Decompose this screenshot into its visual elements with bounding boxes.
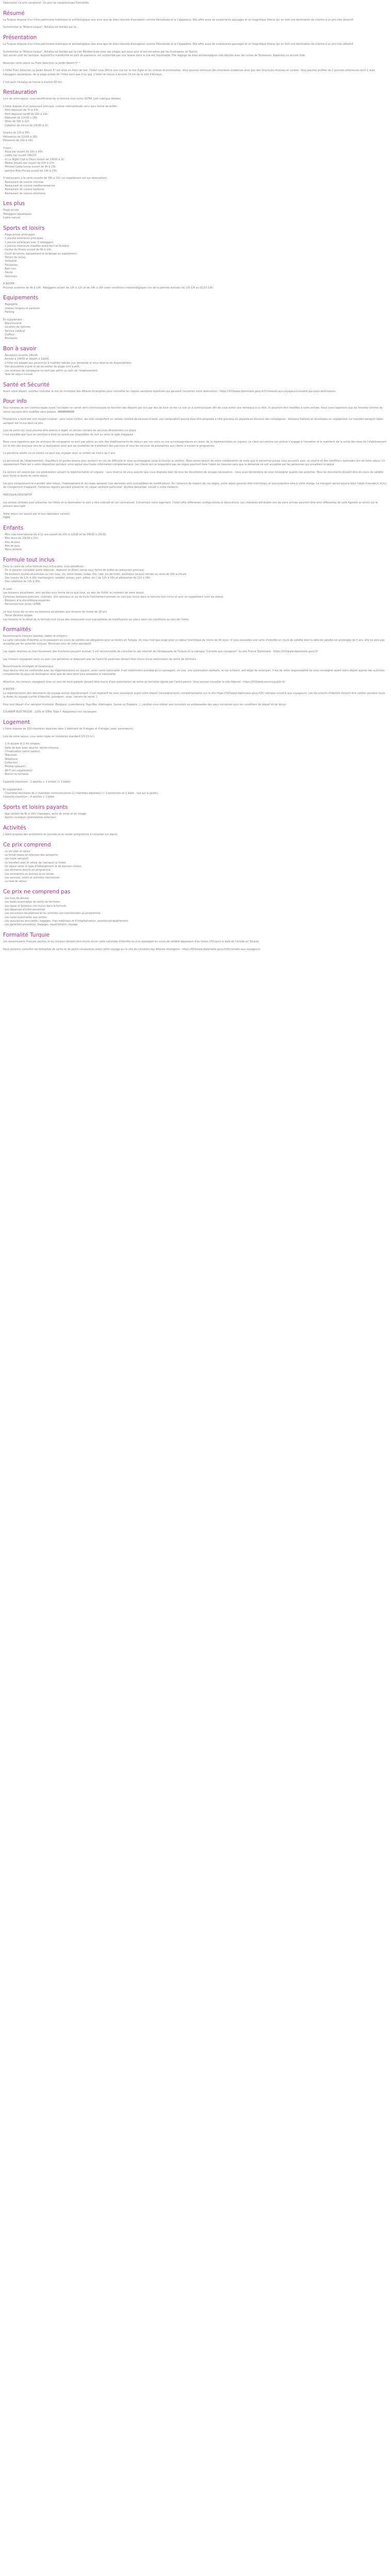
document-section: [3, 710, 388, 714]
document-section: [3, 524, 388, 552]
section-paragraph: - Spa (ouvert de 8h à 19h) massages, soins du corps et du visage. - Sports nautiques (prestataires externes).: [3, 812, 87, 820]
section-paragraph: C'est parti l'Antalya se trouve à environ 60 km.: [3, 80, 63, 84]
section-heading: Ce prix comprend: [3, 841, 51, 848]
section-paragraph: L'Hôtel Fram Sélection Le Jardin Resort 5* est situé en front de mer. l'hôtel vous offrira une vue sur la mer Egée et les collines environnantes. Vous pourrez retrouver des chambres modernes ainsi que des structures diverses et variées. Vous pourrez profiter de 2 piscines extérieures dont 1 avec toboggans aquatiques, de la plage privée de l'hôtel ainsi que d'un spa. L'hôtel se trouve à environ 15 km de la ville d'Antalya.: [3, 69, 376, 76]
redaction-bar: [58, 411, 74, 413]
document-section: [3, 397, 388, 426]
section-paragraph: La Turquie dispose d'un riche patrimoine historique et archéologique rare ainsi que de sites naturels d'exception comme Pamukkale et la Cappadoce. Elle offre aussi de surprenants paysages et un magnifique littoral qui en font une destination de charme à un prix très attractif.: [3, 43, 354, 46]
section-heading: Résumé: [3, 10, 25, 16]
section-heading: Equipements: [3, 295, 39, 301]
document-section: [3, 494, 388, 520]
document-section: [3, 931, 388, 952]
document-section: [3, 429, 388, 490]
section-heading: Ce prix ne comprend pas: [3, 889, 71, 895]
section-heading: Formalité Turquie: [3, 932, 50, 939]
document-section: [3, 345, 388, 377]
section-paragraph: Pour tout départ d'un aéroport frontalier (Belgique, Luxembourg, Pays-Bas, Allemagne, Suisse ou Espagne...), veuillez vous référer aux consulats ou ambassades des pays concernés pour les conditions de départ et de retour.: [3, 703, 287, 706]
section-paragraph: Prestations à bord des vols moyen-courrier : pour votre confort, les vols comportent un certain nombre de services à bord, une restauration pourra vous être proposée à titre gracieux ou payante en fonction des compagnies ; boissons fraîches et alcoolisées en supplément. Le transfert aéroport-hôtel-aéroport est inclus dans ce prix.: [3, 418, 384, 425]
document-section: [3, 381, 388, 394]
document-section: [3, 625, 388, 707]
section-paragraph: L'hôtel dispose d'un restaurant principal, cuisine internationale servi sous forme de buffet : - Petit déjeuner de 7h à 10h. - Petit déjeuner tardif de 10h à 11h. - Déjeuner de 12h30 à 14h. - Dîner de 19h à 21h. - Collation de minuit de 23h30 à 1h.: [3, 105, 119, 127]
section-paragraph: Lors de votre séjour, vous serez logés en chambres standard (20-23 m²).: [3, 735, 95, 738]
section-heading: Bon à savoir: [3, 346, 37, 352]
section-paragraph: - 1 lit double et 2 lits simples. - Salle de bain avec douche, sèche-cheveux. - Climatisation (selon saison). - Télévision - Téléphone - Coffre-fort - Minibar (payant) - Wi-Fi (en supplément) - Balcon ou terrasse.: [3, 742, 60, 776]
document-section: [3, 841, 388, 884]
document-section: [3, 9, 388, 30]
section-paragraph: Nous vous rappelons que les animaux de compagnie ne sont pas admis au sein des établissements de séjours par nos soins ou nos accompagnateurs en raison de la réglementation en vigueur. Le client qui amène son animal s'engage à l'encadrer et le maintenir de la sortie des aires de l'établissement sur le site des animaux lors de la réservation ainsi que les modalités de traitement des parcours et tous les services de prestations aux clients à travers le programme.: [3, 440, 387, 448]
section-heading: Restauration: [3, 89, 38, 96]
section-paragraph: - Réception ouverte 24h/24. - Arrivée à 14h00 et départ à 12h00. - L'hôtel est adapté aux personnes à mobilité réduite (sur demande et sous réserve de disponibilités). - Des poussettes à prêt et de serviettes de plage sont à prêt. - Les animaux de compagnie ne sont pas admis au sein de l'établissement. - Taxe de séjour incluse.: [3, 354, 132, 376]
section-paragraph: - Plage privée aménagée. - 1 piscine extérieure principale. - 1 piscine extérieure avec 3 toboggans. - 1 piscine intérieure chauffée entre Avril et Octobre. - Centre de fitness ouvert de 8h à 19h. - Court de tennis, équipement et éclairage en supplément. - Terrain de volley. - Volleyball - Fléchettes - Bain turc - Sauna - Hammam: [3, 233, 77, 278]
section-heading: Formalités: [3, 626, 31, 633]
section-heading: Pour info: [3, 398, 27, 405]
section-paragraph: En supplément : - Chambres familiales de 2 chambres communicantes (2 chambres séparées) (+ 3 personnes et 1 bébé ; vue sur le jardin). Capacité maximum : 4 adultes + 1 bébé.: [3, 788, 159, 799]
section-paragraph: La personne adulte ou un parent ne peut pas voyager avec un enfant de moins de 3 ans.: [3, 452, 116, 455]
section-paragraph: Avant votre départ, veuillez consulter le site du ministère des Affaires étrangères pour connaître les risques sanitaires éventuels qui peuvent concerner votre destination : https://XXXwww.diplomatie.gouv.fr/fr/conseils-aux-voyageurs/conseils-par-pays-destination/: [3, 389, 336, 393]
section-heading: Sports et loisirs payants: [3, 804, 68, 810]
document-section: [3, 294, 388, 341]
section-paragraph: Tous horaires de soir communiqués avant l'accepter ce carnet sont communiqués en fonction des départs par (ici) par lieu de loisir et non ce soit un à communiquer afin de vous éviter une remarque à ce titre, ils pourront être modifiés à votre arrivée. Nous vous rappelons que les horaires comme de retour peuvent être modifiés sans préavis.: [3, 406, 383, 414]
section-paragraph: Attention, les mineurs voyageant avec un seul de leurs parents doivent être munis d'une autorisation de sortie du territoire signée par l'autre parent. Vous pouvez consulter le site internet : https://XXXwww.service-public.fr/: [3, 680, 285, 684]
section-paragraph: Les ressortissants français adultes et les mineurs doivent être munis d'une carte nationale d'identité ou d'un passeport en cours de validité dépassant d'au moins 150 jours la date de l'entrée en Turquie.: [3, 940, 260, 944]
section-heading: Sports et loisirs: [3, 225, 45, 231]
section-paragraph: L'hôtel propose des animations en journée et en soirée (programme à consulter sur place).: [3, 833, 119, 836]
section-heading: Enfants: [3, 524, 24, 531]
section-paragraph: L'hôtel dispose de 320 chambres réparties dans 1 bâtiment de 6 étages et 4 étages (avec ascenseurs).: [3, 727, 134, 731]
section-paragraph: A NOTER : Piscines ouvertes de 9h à 19h. Toboggans ouvert de 10h à 12h et de 14h à 16h selon conditions météorologiques lors de la période estivale (du 1/5-1/6 au 31/10-1/6).: [3, 282, 214, 290]
section-paragraph: A NOTER : La réglementation des documents de voyage évolue régulièrement. Il est impératif de vous renseigner avant votre départ (renseignements complémentaires sur le site https://XXXwww.diplomatie.gouv.fr/fr/ rubrique conseils aux voyageurs). Les documents d'identité doivent être valides pendant toute la durée du voyage (cartes d'identité, passeport, visas, carnets de santé..).: [3, 688, 385, 699]
section-paragraph: Les mineurs voyageant seuls ou avec une personne ne disposant pas de l'autorité parentale doivent être munis d'une autorisation de sortie de territoire.: [3, 657, 197, 661]
section-heading: Les plus: [3, 200, 25, 207]
section-paragraph: - Les frais de dossier. - Les taxes éventuelles de sortie de territoire. - Les repas et boissons non inclus dans la formule. - Les dépenses d'ordre personnel. - Les excursions facultatives et les activités non mentionnées au programme. - Les taxes éventuelles aux sorties. - Les assurances annulation, bagages, frais médicaux et d'hospitalisation, assistance/rapatriement. - Les garanties annulation, bagages, rapatriement, voyage.: [3, 897, 129, 927]
section-paragraph: La Turquie dispose d'un riche patrimoine historique et archéologique rare ainsi que de sites naturels d'exception comme Pamukkale et la Cappadoce. Elle offre aussi de surprenants paysages et un magnifique littoral qui en font une destination de charme à un prix très attractif.: [3, 18, 354, 22]
section-heading: Santé et Sécurité: [3, 381, 50, 388]
document-section: [3, 224, 388, 290]
section-paragraph: Ressortissants étrangers et binationaux : Vous devrez être en conformité avec les réglementations en vigueur, selon votre nationalité. Il est notamment possible qu'un passeport, un visa, une autorisation sanitaire, le cas échéant, soit exigé de votre part. Il est de votre responsabilité de vous renseigner avant votre départ auprès des autorités compétentes du pays de destination ainsi que de celui dont vous possédez la nationalité.: [3, 665, 385, 676]
document-section: [3, 556, 388, 622]
section-paragraph: A noter : Les boissons alcoolisées, sont servies sous forme de ce que vous, au sein de l'hôtel au moment de votre séjour. Certaines boissons premium, cocktails, vins spéciaux et jus de fruits fraîchement pressés ne sont pas inclus dans la formule tout inclus et sont en supplément (voir sur place). - Boissons à la discothèque payantes. - Personnes tout inclus ULTRA.: [3, 588, 224, 606]
section-heading: Logement: [3, 719, 30, 725]
document-section: [3, 88, 388, 196]
section-paragraph: Le personnel de l'établissement, chauffeurs et guides pourra vous soutenir en cas de difficulté et vous accompagner jusqu'à trouver la solution. Nous avons besoin de votre collaboration de sorte que le personnel puisse vous accueillir avec un sourire et des conditions optimales lors de votre séjour. Un représentant Fram est à votre disposition pendant votre séjour pour toute information complémentaire. Les clients qui ne respectent pas les règles pourront faire l'objet de mesures sans que la demande ne soit acceptée par les personnes qui encadrent le séjour.: [3, 460, 385, 467]
section-paragraph: COURANT ÉLECTRIQUE : 220V et 50Hz. Type F. Adaptateur non nécessaire.: [3, 710, 97, 714]
section-paragraph: Surnommée la "Riviera turque", Antalya est bordée par la mer Méditerranée avec ses plages aux eaux azur et est encadrée par les montagnes du Taurus. Son ancien port de l'antique, aujourd'hui transformé en port de plaisance, est surplombé par une falaise dans la vue est imprenable. Elle regorge de sites archéologiques très réputés avec les ruines de Termessos, Aspendos ou encore Side.: [3, 50, 306, 58]
section-heading: Activités: [3, 824, 26, 831]
section-paragraph: Votre séjour est assuré par le tour-opérateur suivant : FRAM: [3, 512, 71, 520]
document-section: [3, 2, 388, 5]
section-heading: Présentation: [3, 35, 37, 41]
section-paragraph: Description Ce prix comprend : Ce prix ne comprend pas Formalités: [3, 2, 89, 5]
section-paragraph: Plage privée Toboggans aquatiques Cadre naturel: [3, 209, 31, 220]
section-paragraph: 4 restaurants à la carte ouverts de 19h à 21h (un supplément est sur réservation) : - Restaurant de cuisine chinoise. - Restaurant de cuisine méditerranéenne. - Restaurant de cuisine italienne. - Restaurant de cuisine ottomane.: [3, 177, 109, 195]
section-paragraph: - Bagagerie - chaises longues et parasols - Parking: [3, 303, 40, 314]
section-heading: Formule tout inclus: [3, 556, 55, 563]
section-paragraph: 4 bars : - Pizza bar ouvert de 10h à 00h. - Lobby bar ouvert 24h/24. - Ici Le Night Club & Disco ouvert de 23h00 à 2h. - Melisa Snacks bar ouvert de 10h à 17h. - Mimosa Coiba house ouvert de 9h à 23h. - Jasmine Beer House ouvert de 14h à 23h.: [3, 146, 65, 173]
section-paragraph: Les règles relatives au franchissement des frontières peuvent évoluer. Il est recommandé de consulter le site internet de l'Ambassade de Turquie et la rubrique "Conseils aux voyageurs" du site France Diplomatie : https://XXXwww.diplomatie.gouv.fr/: [3, 650, 318, 653]
document-section: [3, 33, 388, 84]
section-paragraph: Les photos utilisées pour présenter les hôtels et la destination le sont à titre indicatif et non contractuel. Concernant votre logement, l'hôtel offre différentes configurations et décorations. Les chambres attribuées lors de votre arrivée pourront être ainsi différentes de celle figurant en photo sur le présent descriptif.: [3, 501, 378, 509]
section-paragraph: Ressortissants français (adultes, bébés et enfants) : La carte nationale d'identité ou le passeport en cours de validité est obligatoire pour se rendre en Turquie. Un visa n'est pas exigé pour un séjour touristique de moins de 90 jours. Si vous possédez une carte d'identité en cours de validité dont la date de validité est prolongée de 5 ans, elle ne sera pas acceptée par les autorités turques. Munissez-vous de votre passeport.: [3, 635, 385, 646]
section-paragraph: Surnommée la "Riviera turque", Antalya est bordée par la...: [3, 26, 79, 29]
section-paragraph: - Mini club international de 4-12 ans ouvert de 10h à 12h30 et de 14h30 à 16h30. - Mini disco de 20h30 à 21h. - Aire de jeux. - Aire de jeux - Menu enfants: [3, 533, 107, 552]
section-paragraph: Snacks de 12h à 16h. Pâtisseries de 11h00 à 16h. Pâtisserie de 11h à 16h.: [3, 131, 38, 142]
section-paragraph: Ce service est assuré par nos prestataires suivant la réglementation en vigueur : sous réserve de vous assurer que vous disposez bien de tous les documents de voyage nécessaires ; nous vous demandons de vous renseigner auprès des autorités. Tous les documents doivent être en cours de validité pour toute la durée de votre séjour.: [3, 471, 383, 478]
section-paragraph: Dans le cadre de votre formule tout inclus plus, vous bénéficiez : - De la pension complète (petit-déjeuner, déjeuner et dîner) servie sous forme de buffet au restaurant principal. - De boissons locales alcoolisées ou non (eau, vin, bière locale, sodas, thé, café, jus de fruits, spiritueux locaux) servies au verre de 10h à minuit. - Des snacks de 12h à 16h (hamburgers, salades, pizzas, pain, pâtes, etc.) de 12h à 16h et pâtisseries de 11h à 16h. - Des collations de 23h à 00h.: [3, 565, 187, 584]
document-section: [3, 824, 388, 837]
section-paragraph: Réservez votre séjour au Fram Selection Le Jardin Resort 5* !: [3, 61, 80, 65]
section-paragraph: En supplément : - Blanchisserie - Location de voitures - Service médical - Coiffeur - Boutiques: [3, 318, 30, 341]
section-paragraph: Nous pouvons consulter les formalités de sortie et de police nécessaires avant votre voyage sur le site du ministère des Affaires étrangères : https://XXXwww.diplomatie.gouv.fr/fr/conseils-aux-voyageurs/: [3, 947, 260, 951]
document-section: [3, 199, 388, 220]
section-paragraph: - Le vol aller et retour. - Le forfait bases et retenues des aéroports. - Les taxes aéroport. - Le transfert aller et retour de l'aéroport à l'hôtel. - Un séjour selon le type d'hébergement et de pension choisis. - Les éléments décrits en programme. - Les animations en journée et en soirée. - Les services, loisirs et activités mentionnés. - La taxe de séjour.: [3, 850, 83, 884]
section-paragraph: Le tout inclus de ce sera les boissons alcoolisées aux mineurs de moins de 18 ans. - Tenue décente exigée. Les horaires et le détail de la formule tout inclus des restaurants sont susceptibles de modification sur place selon les conditions au sein de l'hôtel.: [3, 611, 189, 621]
document-section: [3, 718, 388, 800]
section-paragraph: Les prix comprennent le transfert aller-retour, l'hébergement et les taxes aéroport (ces dernières sont susceptibles de modification). En l'absence de respect de ces règles, votre séjour pourrait être interrompu et tout préjudice sera à votre charge. Le transport aérien pourra faire l'objet d'escale(s) et/ou de changement d'appareil. Certaines régions peuvent présenter un risque sanitaire particulier. Veuillez demander conseil à votre médecin.: [3, 482, 386, 489]
section-paragraph: Lors de votre vol, vous pourrez être amené à régler un certain nombre de services directement sur place. Il est possible que tous les services à bord ne soient pas disponibles de nuit ou selon le type d'appareil.: [3, 429, 137, 436]
section-paragraph: Lors de votre séjour, vous bénéficierez de la formule tout inclus ULTRA (voir rubrique dédiée).: [3, 97, 122, 101]
document-section: [3, 888, 388, 927]
document-page: [0, 0, 391, 959]
document-section: [3, 803, 388, 820]
section-paragraph: Capacité maximum : 2 adultes + 1 enfant (+ 1 bébé).: [3, 780, 72, 784]
section-paragraph: PRÉCISION DESCRIPTIF: [3, 494, 32, 497]
